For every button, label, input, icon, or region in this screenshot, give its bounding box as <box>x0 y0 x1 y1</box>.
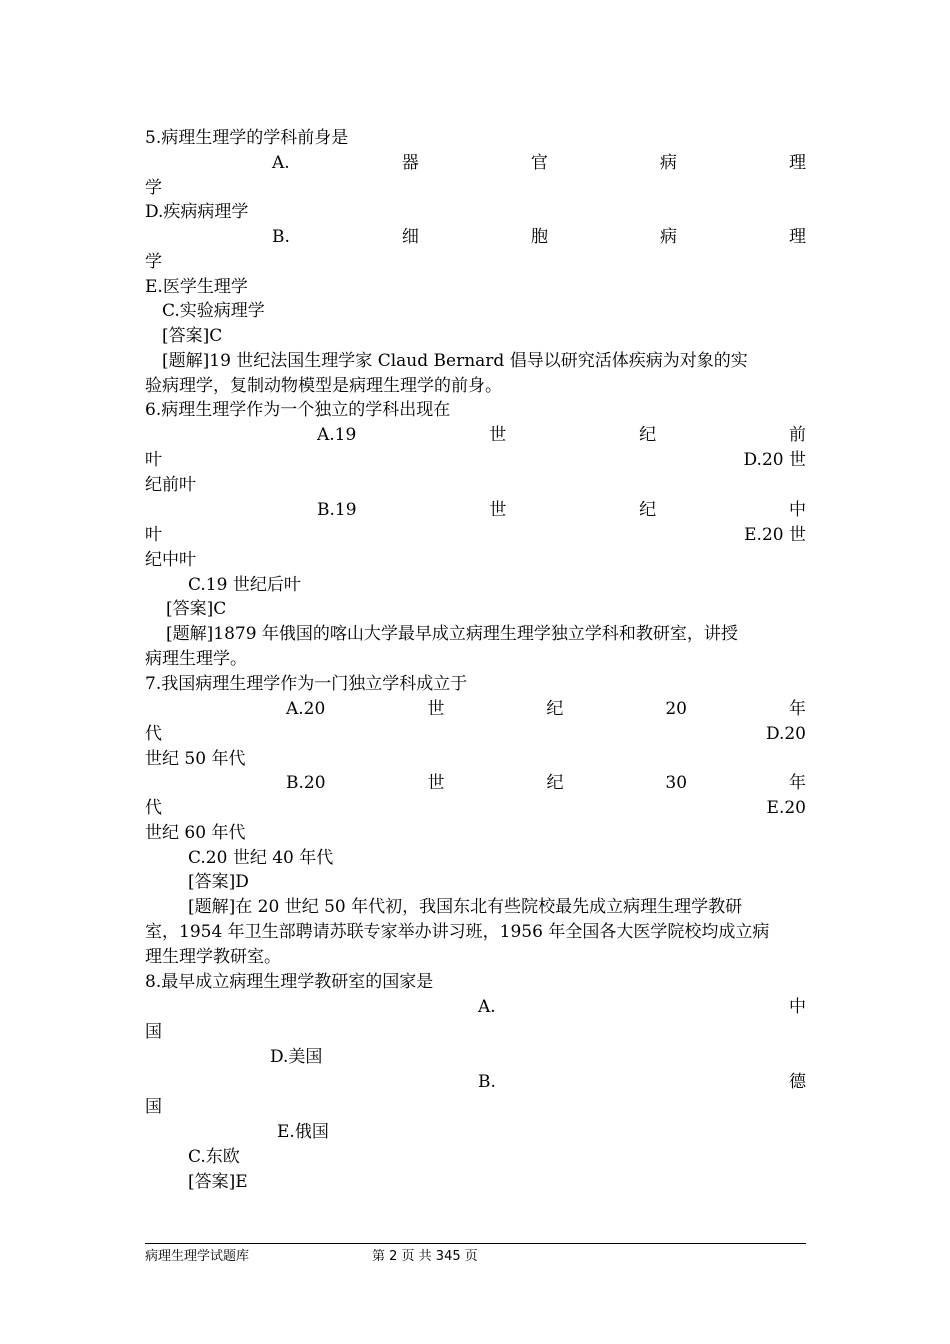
q7-a-d-row <box>145 722 806 747</box>
q6-a-d-row <box>145 448 806 473</box>
q8-option-e: E.俄国 <box>277 1122 329 1142</box>
q8-stem: 8.最早成立病理生理学教研室的国家是 <box>145 972 434 992</box>
q7-d-tail: 世纪 50 年代 <box>145 749 246 769</box>
q5-b-token: 细 <box>401 227 419 247</box>
q7-b-tail: 代 <box>145 798 162 818</box>
q7-a-token: 20 <box>665 699 687 719</box>
q7-b-token: 纪 <box>546 773 564 793</box>
q8-a-token: 中 <box>789 997 806 1017</box>
q7-b-token: 世 <box>427 773 445 793</box>
q8-option-d: D.美国 <box>270 1047 323 1067</box>
q5-option-b <box>272 225 806 250</box>
q7-explanation-1: [题解]在 20 世纪 50 年代初，我国东北有些院校最先成立病理生理学教研 <box>188 897 743 917</box>
q6-e-tail: 纪中叶 <box>145 550 196 570</box>
q5-option-e: E.医学生理学 <box>145 277 248 297</box>
q7-b-token: B.20 <box>286 773 326 793</box>
q6-explanation-2: 病理生理学。 <box>145 649 247 669</box>
q5-option-d: D.疾病病理学 <box>145 202 249 222</box>
q6-b-token: 中 <box>788 500 806 520</box>
q5-a-token: 理 <box>789 153 806 173</box>
q6-d-tail: 纪前叶 <box>145 475 196 495</box>
q6-b-token: 纪 <box>639 500 657 520</box>
q6-answer: [答案]C <box>166 599 227 619</box>
q6-explanation-1: [题解]1879 年俄国的喀山大学最早成立病理生理学独立学科和教研室，讲授 <box>166 624 738 644</box>
q7-e-tail: 世纪 60 年代 <box>145 823 246 843</box>
q6-a-tail: 叶 <box>145 450 162 470</box>
q8-b-token: 德 <box>789 1072 806 1092</box>
q6-b-token: B.19 <box>317 500 357 520</box>
q6-a-token: 世 <box>489 425 507 445</box>
q6-option-c: C.19 世纪后叶 <box>188 575 301 595</box>
q8-option-a <box>478 995 806 1020</box>
q7-a-token: 年 <box>788 699 806 719</box>
q5-b-token: 病 <box>659 227 677 247</box>
q6-b-token: 世 <box>489 500 507 520</box>
q5-b-token: 胞 <box>530 227 548 247</box>
q6-option-b <box>317 498 806 523</box>
q7-option-d: D.20 <box>765 724 806 744</box>
q5-explanation-2: 验病理学，复制动物模型是病理生理学的前身。 <box>145 376 502 396</box>
q5-a-token: 器 <box>401 153 419 173</box>
q7-a-token: 纪 <box>546 699 564 719</box>
q5-a-token: 官 <box>530 153 548 173</box>
q6-a-token: 纪 <box>639 425 657 445</box>
q8-b-token: B. <box>478 1072 496 1092</box>
q8-a-tail: 国 <box>145 1022 162 1042</box>
q8-option-c: C.东欧 <box>188 1147 240 1167</box>
q8-a-token: A. <box>478 997 496 1017</box>
q8-b-tail: 国 <box>145 1097 162 1117</box>
q7-a-token: 世 <box>427 699 445 719</box>
q6-a-token: 前 <box>788 425 806 445</box>
q5-b-token: 理 <box>788 227 806 247</box>
q6-a-token: A.19 <box>317 425 357 445</box>
q7-option-c: C.20 世纪 40 年代 <box>188 848 334 868</box>
q5-option-a <box>272 151 806 176</box>
q8-answer: [答案]E <box>188 1172 248 1192</box>
q6-b-tail: 叶 <box>145 525 162 545</box>
q5-b-tail: 学 <box>145 252 162 272</box>
q5-a-tail: 学 <box>145 178 162 198</box>
q5-explanation-1: [题解]19 世纪法国生理学家 Claud Bernard 倡导以研究活体疾病为对象的实 <box>162 351 748 371</box>
q7-option-a <box>286 697 806 722</box>
q6-option-a <box>317 423 806 448</box>
q6-stem: 6.病理生理学作为一个独立的学科出现在 <box>145 400 451 420</box>
footer-page-number: 第 2 页 共 345 页 <box>372 1249 478 1264</box>
q5-a-token: A. <box>272 153 290 173</box>
q7-b-token: 年 <box>788 773 806 793</box>
q7-answer: [答案]D <box>188 872 249 892</box>
q7-option-b <box>286 771 806 796</box>
q7-stem: 7.我国病理生理学作为一门独立学科成立于 <box>145 674 468 694</box>
q6-option-e: E.20 世 <box>744 525 806 545</box>
q5-answer: [答案]C <box>162 326 223 346</box>
q7-explanation-2: 室，1954 年卫生部聘请苏联专家举办讲习班，1956 年全国各大医学院校均成立病 <box>145 922 770 942</box>
q7-b-token: 30 <box>665 773 688 793</box>
q7-a-token: A.20 <box>286 699 326 719</box>
q6-b-e-row <box>145 523 806 548</box>
q5-b-token: B. <box>272 227 290 247</box>
q7-explanation-3: 理生理学教研室。 <box>145 947 281 967</box>
q7-a-tail: 代 <box>145 724 162 744</box>
q5-option-c: C.实验病理学 <box>162 301 265 321</box>
q6-option-d: D.20 世 <box>743 450 806 470</box>
q5-a-token: 病 <box>659 153 677 173</box>
footer-divider <box>145 1243 806 1244</box>
q8-option-b <box>478 1070 806 1095</box>
q7-b-e-row <box>145 796 806 821</box>
footer-book-title: 病理生理学试题库 <box>145 1249 250 1264</box>
q7-option-e: E.20 <box>766 798 806 818</box>
q5-stem: 5.病理生理学的学科前身是 <box>145 128 349 148</box>
